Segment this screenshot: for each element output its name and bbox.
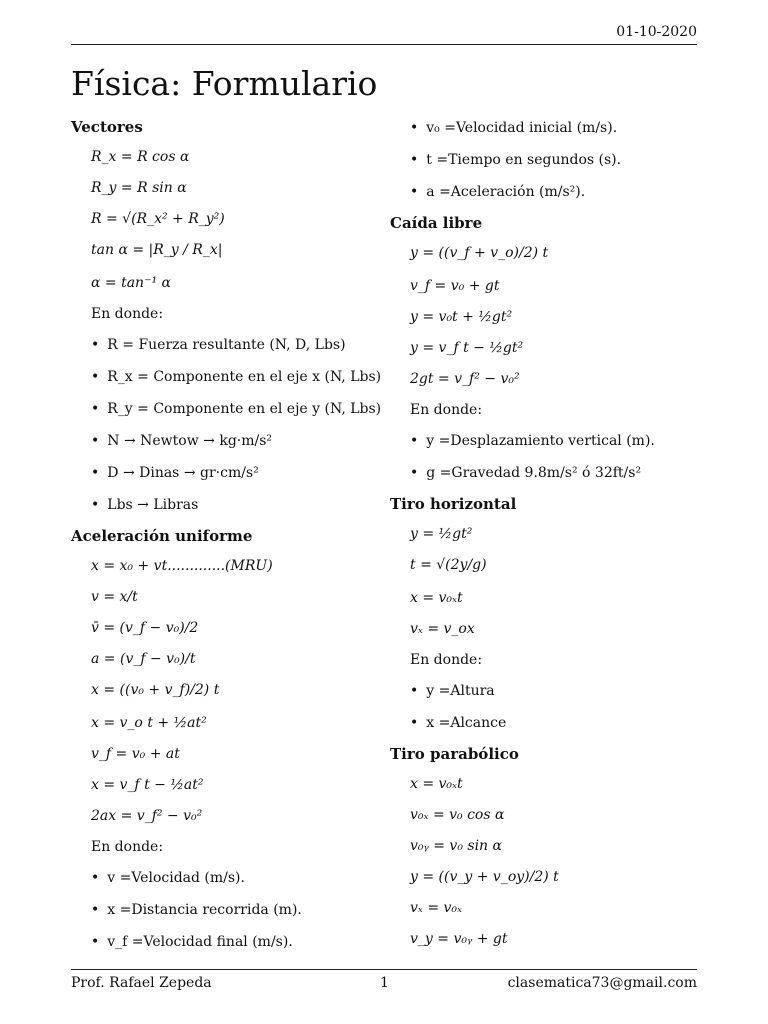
equation: t = √(2y/g) (410, 557, 487, 573)
equation: R_y = R sin α (91, 180, 187, 196)
list-item: • g =Gravedad 9.8m/s² ó 32ft/s² (390, 457, 710, 489)
header-rule (71, 44, 697, 45)
list-item: • v₀ =Velocidad inicial (m/s). (390, 112, 710, 144)
en-donde-label: En donde: (410, 652, 483, 668)
equation: x = v_o t + ½at² (91, 715, 207, 731)
list-item: • v =Velocidad (m/s). (71, 862, 371, 894)
equation: 2gt = v_f² − v₀² (410, 371, 520, 387)
list-item: • x =Alcance (390, 707, 710, 739)
footer-rule (71, 969, 697, 970)
equation: x = x₀ + vt.............(MRU) (91, 558, 273, 574)
equation: vₓ = v_ox (410, 621, 475, 637)
equation: y = v_f t − ½gt² (410, 340, 524, 356)
list-item: • v_f =Velocidad final (m/s). (71, 926, 371, 958)
list-item: • R_x = Componente en el eje x (N, Lbs) (71, 361, 371, 393)
en-donde-label: En donde: (410, 402, 483, 418)
en-donde-label: En donde: (91, 306, 164, 322)
header-date: 01-10-2020 (616, 24, 697, 40)
equation: v = x/t (91, 589, 138, 605)
equation: y = ((v_y + v_oy)/2) t (410, 869, 559, 885)
equation: v_y = v₀ᵧ + gt (410, 931, 508, 947)
equation: R = √(R_x² + R_y²) (91, 211, 225, 227)
equation: y = ½gt² (410, 526, 473, 542)
list-item: • D → Dinas → gr·cm/s² (71, 457, 371, 489)
footer-page-number: 1 (380, 975, 389, 991)
footer-email[interactable]: clasematica73@gmail.com (507, 975, 697, 991)
section-caida-libre-heading: Caída libre (390, 214, 483, 232)
equation: v₀ₓ = v₀ cos α (410, 807, 505, 823)
footer-author: Prof. Rafael Zepeda (71, 975, 212, 991)
en-donde-label: En donde: (91, 839, 164, 855)
page-title: Física: Formulario (71, 64, 378, 103)
list-item: • t =Tiempo en segundos (s). (390, 144, 710, 176)
section-aceleracion-heading: Aceleración uniforme (71, 527, 253, 545)
list-item: • N → Newtow → kg·m/s² (71, 425, 371, 457)
equation: a = (v_f − v₀)/t (91, 651, 196, 667)
equation: v̄ = (v_f − v₀)/2 (91, 620, 199, 636)
equation: y = ((v_f + v_o)/2) t (410, 245, 549, 261)
equation: y = v₀t + ½gt² (410, 309, 513, 325)
section-tiro-parabolico-heading: Tiro parabólico (390, 745, 519, 763)
equation: R_x = R cos α (91, 149, 190, 165)
equation: vₓ = v₀ₓ (410, 900, 463, 916)
equation: x = v₀ₓt (410, 590, 463, 606)
equation: 2ax = v_f² − v₀² (91, 808, 203, 824)
section-vectores-heading: Vectores (71, 118, 143, 136)
equation: v_f = v₀ + gt (410, 278, 500, 294)
list-item: • y =Altura (390, 675, 710, 707)
equation: x = ((v₀ + v_f)/2) t (91, 682, 220, 698)
right-column (390, 112, 710, 955)
equation: v₀ᵧ = v₀ sin α (410, 838, 502, 854)
list-item: • a =Aceleración (m/s²). (390, 176, 710, 208)
list-item: • y =Desplazamiento vertical (m). (390, 425, 710, 457)
equation: x = v_f t − ½at² (91, 777, 204, 793)
section-tiro-horizontal-heading: Tiro horizontal (390, 495, 517, 513)
list-item: • R = Fuerza resultante (N, D, Lbs) (71, 329, 371, 361)
equation: x = v₀ₓt (410, 776, 463, 792)
list-item: • x =Distancia recorrida (m). (71, 894, 371, 926)
list-item: • Lbs → Libras (71, 489, 371, 521)
equation: tan α = |R_y / R_x| (91, 242, 223, 258)
list-item: • R_y = Componente en el eje y (N, Lbs) (71, 393, 371, 425)
left-column (71, 112, 382, 958)
equation: v_f = v₀ + at (91, 746, 180, 762)
equation: α = tan⁻¹ α (91, 275, 171, 291)
